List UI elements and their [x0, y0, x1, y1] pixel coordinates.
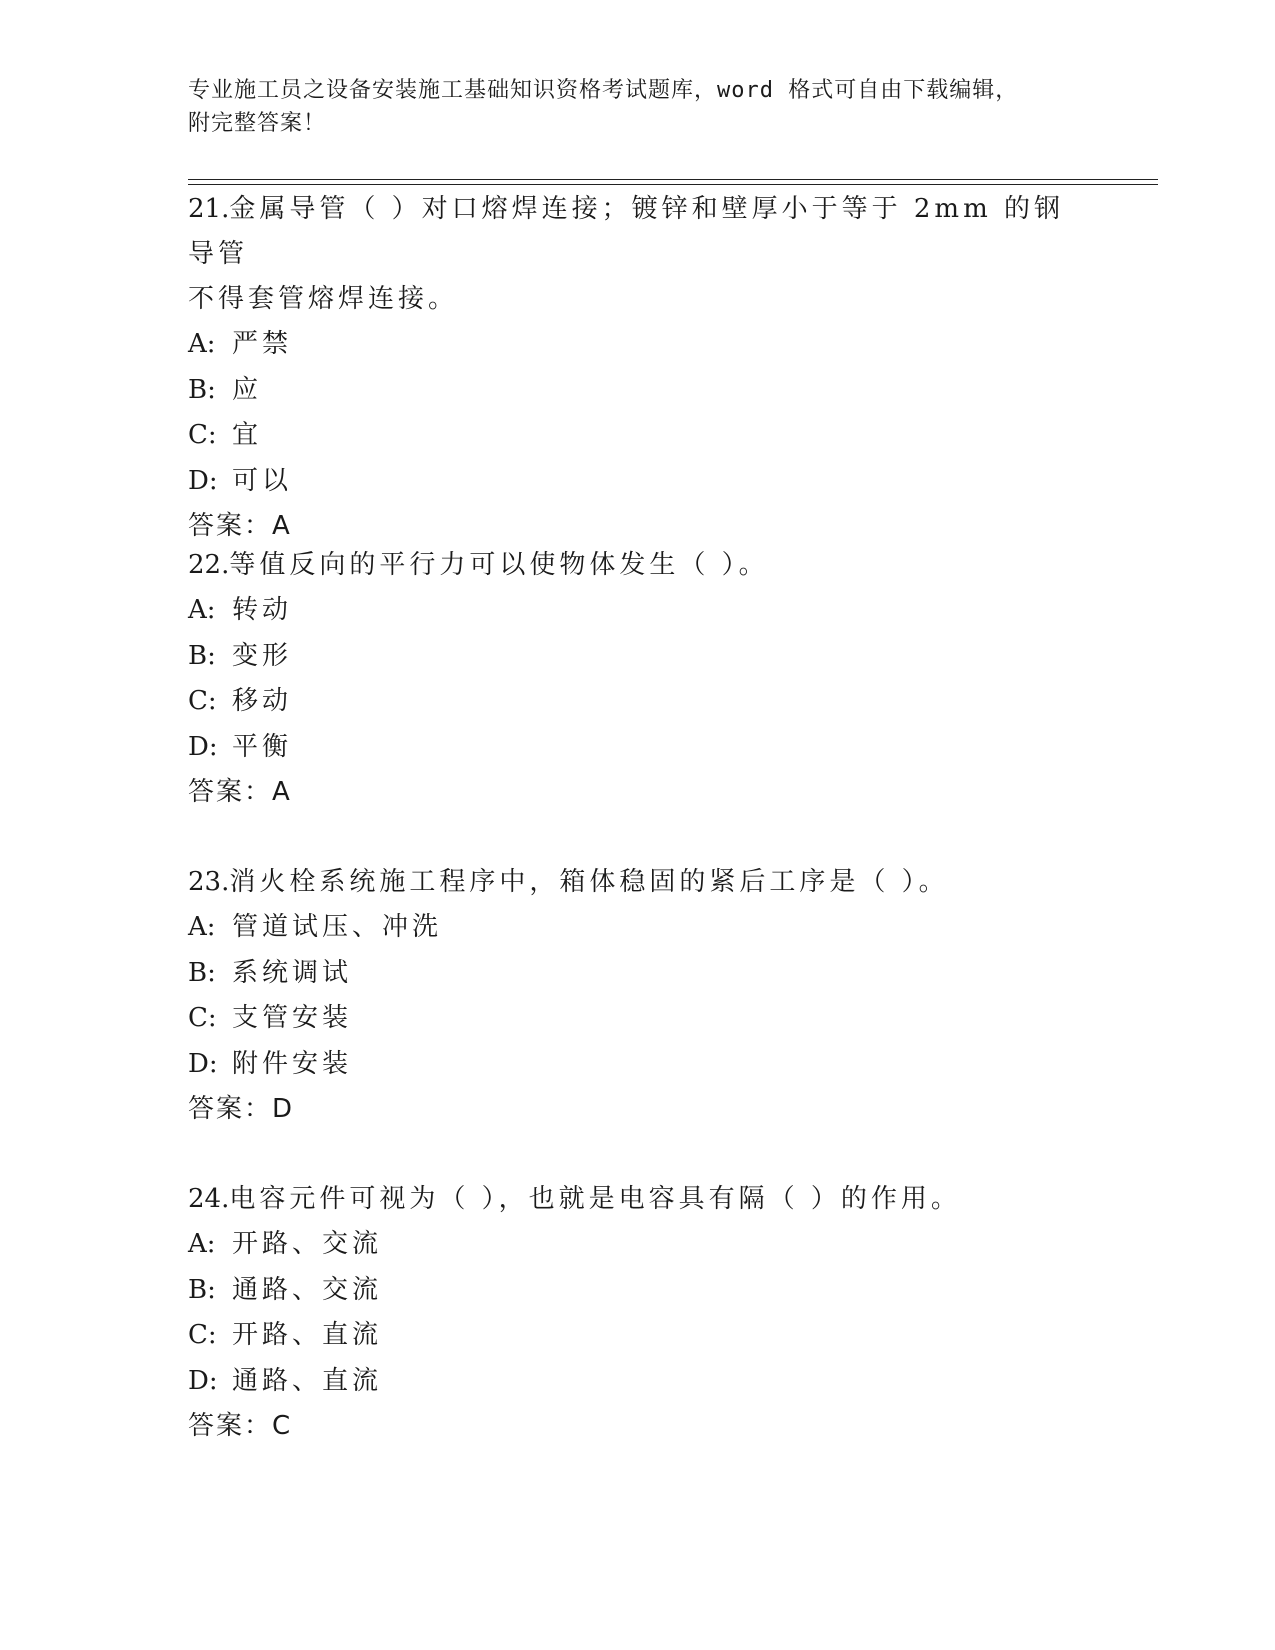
header-divider-bottom	[188, 184, 1158, 185]
option-letter: B:	[188, 640, 216, 671]
question-stem-line-1: 消火栓系统施工程序中，箱体稳固的紧后工序是（ ）。	[229, 867, 949, 897]
option-c	[188, 413, 1088, 459]
option-letter: B:	[188, 1274, 216, 1305]
option-letter: D:	[188, 731, 218, 762]
option-letter: B:	[188, 374, 216, 405]
question-number: 22.	[188, 550, 230, 580]
option-a	[188, 588, 1088, 634]
option-a	[188, 322, 1088, 368]
question-24	[188, 1177, 1088, 1449]
option-c	[188, 679, 1088, 725]
option-text: 管道试压、冲洗	[232, 912, 443, 942]
option-text: 移动	[232, 686, 293, 716]
option-d	[188, 459, 1088, 505]
option-text: 开路、交流	[232, 1229, 383, 1259]
option-letter: C:	[188, 420, 217, 450]
option-letter: A:	[188, 329, 216, 359]
header-divider-top	[188, 179, 1158, 180]
option-text: 应	[232, 374, 263, 405]
document-header	[188, 74, 1088, 140]
option-text: 通路、交流	[232, 1274, 383, 1305]
option-text: 严禁	[232, 329, 293, 359]
option-c	[188, 996, 1088, 1042]
option-letter: C:	[188, 1003, 217, 1033]
option-d	[188, 1359, 1088, 1405]
question-stem-line-1: 金属导管（ ）对口熔焊连接；镀锌和壁厚小于等于 2mm 的钢导管	[188, 194, 1065, 269]
option-d	[188, 725, 1088, 771]
option-text: 支管安装	[232, 1003, 353, 1033]
question-stem	[188, 543, 1088, 588]
option-c	[188, 1313, 1088, 1359]
question-stem	[188, 860, 1088, 905]
option-b	[188, 951, 1088, 997]
option-b	[188, 1268, 1088, 1314]
question-number: 23.	[188, 867, 230, 897]
question-21	[188, 187, 1088, 549]
option-text: 开路、直流	[232, 1320, 383, 1350]
question-number: 21.	[188, 194, 230, 224]
option-text: 可以	[232, 465, 293, 496]
answer-line: 答案：D	[188, 1094, 295, 1124]
question-23	[188, 860, 1088, 1132]
answer-line: 答案：A	[188, 511, 292, 541]
option-text: 平衡	[232, 731, 293, 762]
option-text: 变形	[232, 640, 293, 671]
question-stem	[188, 1177, 1088, 1222]
option-letter: D:	[188, 1048, 218, 1079]
option-text: 系统调试	[232, 957, 353, 988]
option-b	[188, 634, 1088, 680]
option-letter: C:	[188, 1320, 217, 1350]
question-stem-line-1: 电容元件可视为（ ），也就是电容具有隔（ ）的作用。	[229, 1184, 961, 1214]
answer-line: 答案：C	[188, 1411, 293, 1441]
option-text: 附件安装	[232, 1048, 353, 1079]
option-text: 转动	[232, 595, 293, 625]
option-letter: A:	[188, 595, 216, 625]
question-22	[188, 543, 1088, 815]
option-letter: C:	[188, 686, 217, 716]
option-letter: D:	[188, 465, 218, 496]
question-number: 24.	[188, 1184, 230, 1214]
question-stem-line-1: 等值反向的平行力可以使物体发生（ ）。	[229, 550, 769, 580]
option-text: 宜	[232, 420, 263, 450]
option-letter: B:	[188, 957, 216, 988]
question-stem-line-2: 不得套管熔焊连接。	[188, 284, 459, 314]
option-a	[188, 1222, 1088, 1268]
option-text: 通路、直流	[232, 1365, 383, 1396]
option-letter: A:	[188, 912, 216, 942]
option-letter: A:	[188, 1229, 216, 1259]
option-letter: D:	[188, 1365, 218, 1396]
header-title-line-2: 附完整答案！	[188, 111, 327, 136]
option-d	[188, 1042, 1088, 1088]
option-a	[188, 905, 1088, 951]
header-title-line-1: 专业施工员之设备安装施工基础知识资格考试题库，word 格式可自由下载编辑，	[188, 78, 1019, 103]
answer-line: 答案：A	[188, 777, 292, 807]
question-stem	[188, 187, 1088, 277]
option-b	[188, 368, 1088, 414]
